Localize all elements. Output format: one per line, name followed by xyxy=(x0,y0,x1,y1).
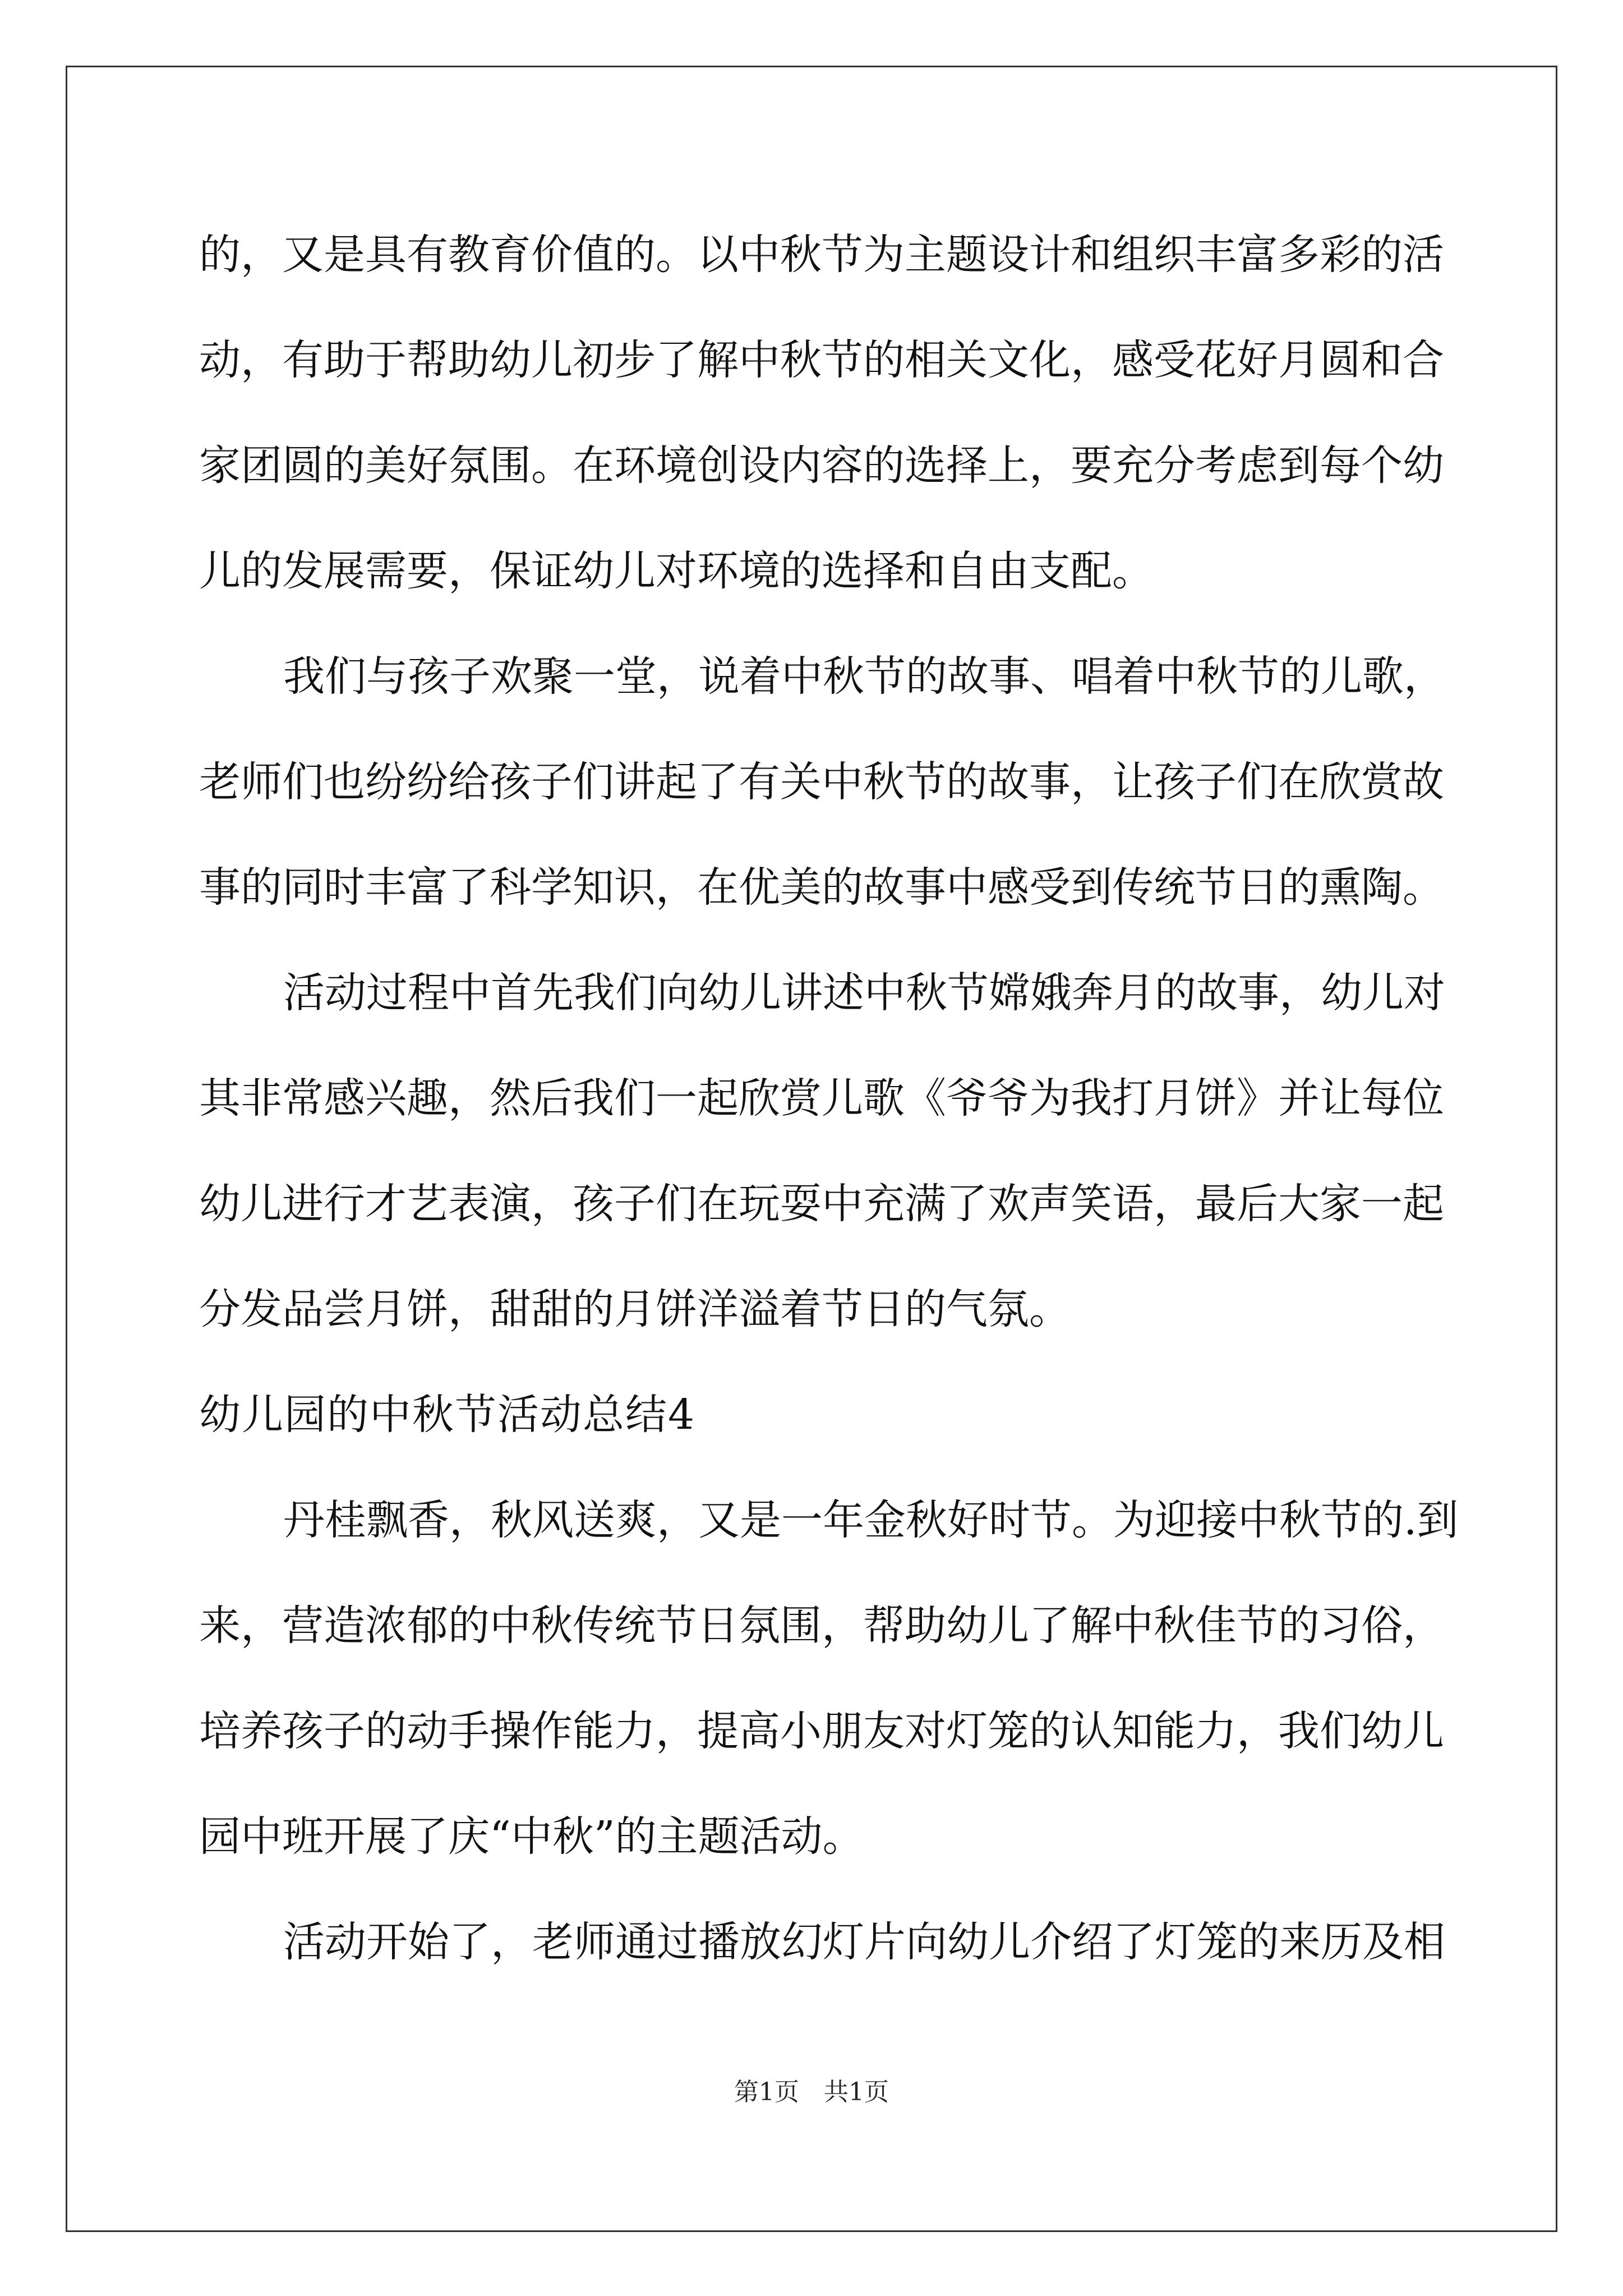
text-line: 动，有助于帮助幼儿初步了解中秋节的相关文化，感受花好月圆和合 xyxy=(199,336,1444,384)
text-line: 幼儿进行才艺表演，孩子们在玩耍中充满了欢声笑语，最后大家一起 xyxy=(199,1180,1444,1228)
text-line: 其非常感兴趣，然后我们一起欣赏儿歌《爷爷为我打月饼》并让每位 xyxy=(199,1074,1444,1122)
text-line: 园中班开展了庆“中秋”的主题活动。 xyxy=(199,1812,864,1861)
text-line: 家团圆的美好氛围。在环境创设内容的选择上，要充分考虑到每个幼 xyxy=(199,441,1444,490)
text-line: 活动开始了，老师通过播放幻灯片向幼儿介绍了灯笼的来历及相 xyxy=(283,1918,1445,1966)
document-body xyxy=(199,202,1459,1995)
text-line: 活动过程中首先我们向幼儿讲述中秋节嫦娥奔月的故事，幼儿对 xyxy=(283,969,1445,1017)
text-line: 培养孩子的动手操作能力，提高小朋友对灯笼的认知能力，我们幼儿 xyxy=(199,1707,1444,1755)
text-line: 丹桂飘香，秋风送爽，又是一年金秋好时节。为迎接中秋节的.到 xyxy=(283,1496,1459,1544)
text-line: 来，营造浓郁的中秋传统节日氛围，帮助幼儿了解中秋佳节的习俗， xyxy=(199,1602,1444,1650)
text-line: 事的同时丰富了科学知识，在优美的故事中感受到传统节日的熏陶。 xyxy=(199,863,1444,912)
text-line: 的，又是具有教育价值的。以中秋节为主题设计和组织丰富多彩的活 xyxy=(199,231,1444,279)
text-line: 老师们也纷纷给孩子们讲起了有关中秋节的故事，让孩子们在欣赏故 xyxy=(199,758,1444,806)
page-footer: 第1页 共1页 xyxy=(734,2078,889,2106)
text-line: 我们与孩子欢聚一堂，说着中秋节的故事、唱着中秋节的儿歌， xyxy=(283,652,1445,701)
text-line: 分发品尝月饼，甜甜的月饼洋溢着节日的气氛。 xyxy=(199,1285,1071,1333)
text-line: 儿的发展需要，保证幼儿对环境的选择和自由支配。 xyxy=(199,547,1154,595)
section-heading: 幼儿园的中秋节活动总结4 xyxy=(199,1391,696,1439)
